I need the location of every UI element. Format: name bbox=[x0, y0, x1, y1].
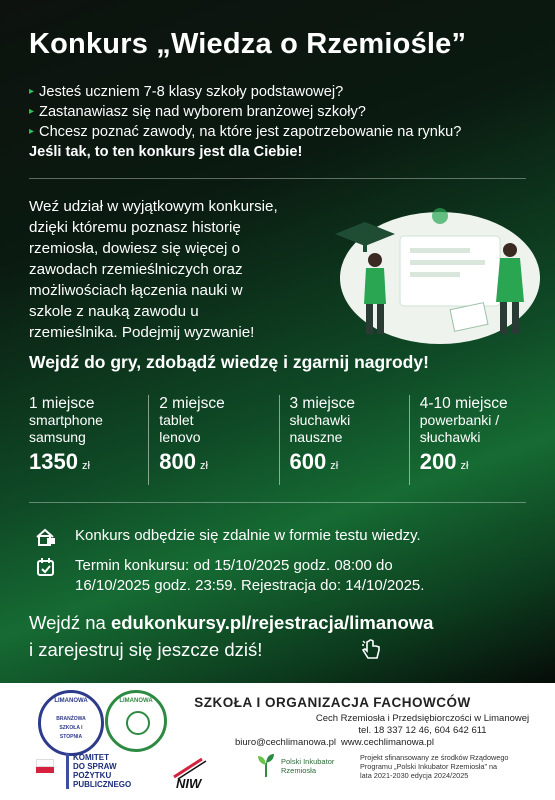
divider bbox=[29, 178, 526, 179]
education-illustration bbox=[330, 186, 540, 346]
sprout-icon bbox=[255, 753, 277, 779]
guild-seal: LIMANOWA bbox=[105, 690, 167, 752]
headline: Wejdź do gry, zdobądź wiedzę i zgarnij nagrody! bbox=[29, 352, 429, 372]
prize-amount: 200 zł bbox=[419, 449, 469, 474]
org-email[interactable]: biuro@cechlimanowa.pl bbox=[235, 737, 336, 748]
prize-amount: 800 zł bbox=[159, 449, 208, 474]
click-hand-icon bbox=[361, 638, 383, 660]
prize-item: słuchawki bbox=[419, 429, 481, 445]
prize-place: 2 miejsce bbox=[159, 395, 225, 412]
school-seal: LIMANOWA BRANŻOWA SZKOŁA I STOPNIA bbox=[38, 690, 104, 756]
niw-logo-text: NIW bbox=[176, 776, 202, 791]
tagline: Jeśli tak, to ten konkurs jest dla Ciebie! bbox=[29, 144, 303, 160]
funding-note: Projekt sfinansowany ze środków Rządowego Programu „Polski Inkubator Rzemiosła” na lata 2021-2030 edycja 2024/2025 bbox=[360, 753, 509, 780]
prize-amount: 600 zł bbox=[289, 449, 339, 474]
registration-link[interactable]: edukonkursy.pl/rejestracja/limanowa bbox=[110, 612, 434, 633]
info-dates: Termin konkursu: od 15/10/2025 godz. 08:00 do 16/10/2025 godz. 23:59. Rejestracja do: 14/10/2025. bbox=[36, 556, 535, 596]
prize-item: smartphone bbox=[29, 412, 103, 428]
org-subtitle: Cech Rzemiosła i Przedsiębiorczości w Limanowej bbox=[315, 713, 530, 724]
prize-place: 1 miejsce bbox=[29, 395, 95, 412]
prize-item: słuchawki bbox=[289, 412, 351, 428]
prize-item: lenovo bbox=[159, 429, 201, 445]
bullet-icon: ▸ bbox=[29, 86, 35, 97]
org-phone: tel. 18 337 12 46, 604 642 611 bbox=[358, 725, 487, 736]
prize-item: powerbanki / bbox=[419, 412, 500, 428]
bullet-icon: ▸ bbox=[29, 126, 35, 137]
prize-list bbox=[29, 395, 539, 485]
poster-title: Konkurs „Wiedza o Rzemiośle” bbox=[29, 28, 467, 60]
footer bbox=[0, 683, 555, 800]
org-website[interactable]: www.cechlimanowa.pl bbox=[341, 737, 434, 748]
bullet-icon: ▸ bbox=[29, 106, 35, 117]
prize-item: tablet bbox=[159, 412, 194, 428]
kpp-logo-text: KOMITET DO SPRAW POŻYTKU PUBLICZNEGO bbox=[73, 753, 132, 789]
registration-cta: Wejdź na edukonkursy.pl/rejestracja/limanowa i zarejestruj się jeszcze dziś! bbox=[29, 612, 434, 660]
question-item: ▸ Chcesz poznać zawody, na które jest zapotrzebowanie na rynku? bbox=[29, 124, 462, 140]
prize-3 bbox=[279, 395, 409, 485]
prize-item: samsung bbox=[29, 429, 86, 445]
prize-place: 4-10 miejsce bbox=[419, 395, 508, 412]
poland-flag-icon bbox=[36, 759, 54, 771]
org-name: SZKOŁA I ORGANIZACJA FACHOWCÓW bbox=[194, 695, 471, 710]
description: Weź udział w wyjątkowym konkursie, dzięki któremu poznasz historię rzemiosła, dowiesz się więcej o zawodach rzemieślniczych oraz możliwościach łączenia nauki w szkole z nauką zawodu u rzemieślnika. Podejmij wyzwanie! bbox=[29, 198, 278, 341]
prize-2 bbox=[148, 395, 278, 485]
info-remote: Konkurs odbędzie się zdalnie w formie testu wiedzy. bbox=[36, 526, 535, 546]
divider bbox=[29, 502, 526, 503]
prize-1 bbox=[29, 395, 148, 485]
pir-logo-text: Polski Inkubator Rzemiosła bbox=[281, 757, 335, 775]
prize-4 bbox=[409, 395, 539, 485]
prize-place: 3 miejsce bbox=[289, 395, 355, 412]
question-list bbox=[29, 82, 544, 162]
kpp-bar bbox=[66, 753, 69, 789]
home-computer-icon bbox=[36, 528, 56, 546]
question-item: ▸ Jesteś uczniem 7-8 klasy szkoły podstawowej? bbox=[29, 84, 344, 100]
prize-amount: 1350 zł bbox=[29, 449, 90, 474]
question-item: ▸ Zastanawiasz się nad wyborem branżowej szkoły? bbox=[29, 104, 366, 120]
calendar-check-icon bbox=[36, 558, 56, 576]
prize-item: nauszne bbox=[289, 429, 343, 445]
